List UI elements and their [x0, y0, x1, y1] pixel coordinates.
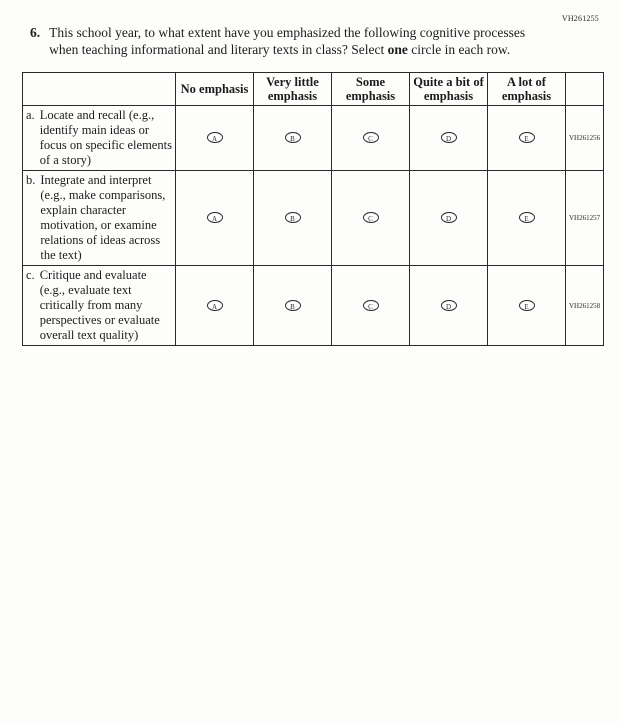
option-cell	[410, 106, 488, 171]
row-label: Critique and evaluate (e.g., evaluate text critically from many perspectives or evaluate overall text quality)	[39, 268, 160, 343]
option-cell	[176, 106, 254, 171]
option-cell	[332, 266, 410, 346]
header-row	[23, 72, 604, 106]
question-text-before: This school year, to what extent have you emphasized the following cognitive processes when teaching informational and literary texts in class? Select	[49, 25, 526, 58]
table-row	[23, 266, 604, 346]
answer-circle[interactable]: D	[441, 212, 457, 223]
option-cell	[332, 106, 410, 171]
answer-circle[interactable]: C	[363, 300, 379, 311]
row-label-cell	[23, 171, 176, 266]
row-letter: a.	[26, 108, 35, 123]
row-label: Locate and recall (e.g., identify main ideas or focus on specific elements of a story)	[39, 108, 172, 168]
answer-circle[interactable]: D	[441, 132, 457, 143]
header-some-emphasis: Some emphasis	[332, 72, 410, 106]
option-cell	[254, 266, 332, 346]
header-quite-a-bit-emphasis: Quite a bit of emphasis	[410, 72, 488, 106]
table-row	[23, 171, 604, 266]
answer-circle[interactable]: B	[285, 132, 301, 143]
option-cell	[332, 171, 410, 266]
answer-circle[interactable]: E	[519, 212, 535, 223]
table-row	[23, 106, 604, 171]
question-number: 6.	[30, 25, 41, 40]
option-cell	[488, 106, 566, 171]
answer-circle[interactable]: B	[285, 212, 301, 223]
header-a-lot-emphasis: A lot of emphasis	[488, 72, 566, 106]
row-code: VH261256	[566, 106, 604, 171]
response-matrix	[22, 72, 604, 347]
answer-circle[interactable]: A	[207, 300, 223, 311]
option-cell	[176, 171, 254, 266]
answer-circle[interactable]: E	[519, 132, 535, 143]
option-cell	[410, 266, 488, 346]
option-cell	[176, 266, 254, 346]
question-block	[30, 24, 581, 59]
option-cell	[410, 171, 488, 266]
question-text-after: circle in each row.	[407, 42, 511, 58]
option-cell	[488, 266, 566, 346]
answer-circle[interactable]: A	[207, 132, 223, 143]
answer-circle[interactable]: C	[363, 132, 379, 143]
answer-circle[interactable]: C	[363, 212, 379, 223]
header-very-little-emphasis: Very little emphasis	[254, 72, 332, 106]
question-bold-word: one	[387, 42, 408, 58]
header-empty-label	[23, 72, 176, 106]
row-letter: c.	[26, 268, 35, 283]
row-code: VH261257	[566, 171, 604, 266]
header-no-emphasis: No emphasis	[176, 72, 254, 106]
row-code: VH261258	[566, 266, 604, 346]
answer-circle[interactable]: E	[519, 300, 535, 311]
answer-circle[interactable]: A	[207, 212, 223, 223]
question-text	[49, 24, 549, 59]
row-label-cell	[23, 106, 176, 171]
option-cell	[254, 171, 332, 266]
row-label-cell	[23, 266, 176, 346]
option-cell	[488, 171, 566, 266]
option-cell	[254, 106, 332, 171]
row-label: Integrate and interpret (e.g., make comparisons, explain character motivation, or examine relations of ideas across the text)	[40, 173, 166, 263]
answer-circle[interactable]: D	[441, 300, 457, 311]
answer-circle[interactable]: B	[285, 300, 301, 311]
form-code: VH261255	[561, 14, 599, 23]
header-empty-code	[566, 72, 604, 106]
row-letter: b.	[26, 173, 36, 188]
